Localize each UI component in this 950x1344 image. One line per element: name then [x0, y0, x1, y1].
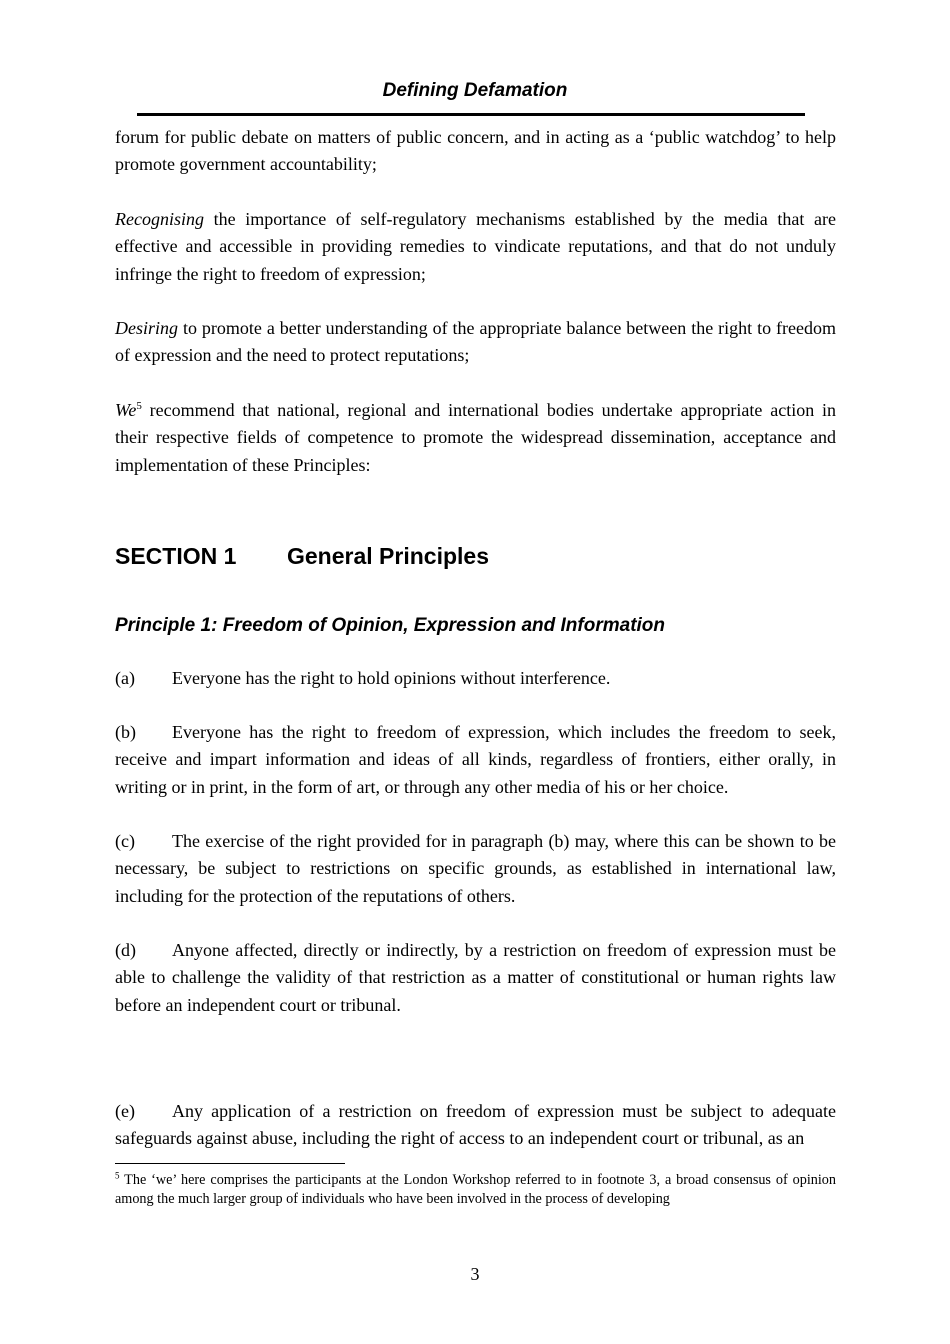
- preamble-we: [115, 397, 836, 479]
- section-number: SECTION 1: [115, 543, 237, 569]
- item-text: The exercise of the right provided for in paragraph (b) may, where this can be shown to be necessary, be subject to restrictions on specific grounds, as established in international law, including for the protection of the reputations of others.: [115, 831, 836, 906]
- item-text: Anyone affected, directly or indirectly, by a restriction on freedom of expression must be able to challenge the validity of that restriction as a matter of constitutional or human rights law before an independent court or tribunal.: [115, 940, 836, 1015]
- item-label: (b): [115, 722, 136, 742]
- item-text: Everyone has the right to freedom of expression, which includes the freedom to seek, receive and impart information and ideas of all kinds, regardless of frontiers, either orally, in writing or in print, in the form of art, or through any other media of his or her choice.: [115, 722, 836, 797]
- we-text: recommend that national, regional and international bodies undertake appropriate action in their respective fields of competence to promote the widespread dissemination, acceptance and implementation of these Principles:: [115, 400, 836, 475]
- preamble-desiring: [115, 315, 836, 370]
- principle-item: [115, 1098, 836, 1153]
- header-rule: [137, 113, 805, 116]
- item-label: (c): [115, 831, 135, 851]
- desiring-text: to promote a better understanding of the appropriate balance between the right to freedom of expression and the need to protect reputations;: [115, 318, 836, 366]
- preamble-recognising: [115, 206, 836, 288]
- principle-item: [115, 937, 836, 1019]
- principle-item: [115, 719, 836, 801]
- principle-item: [115, 828, 836, 910]
- recognising-text: the importance of self-regulatory mechanisms established by the media that are effective and accessible in providing remedies to vindicate reputations, and that do not unduly infringe the right to freedom of expression;: [115, 209, 836, 284]
- principle-item: [115, 665, 836, 692]
- item-text: Everyone has the right to hold opinions without interference.: [172, 668, 611, 688]
- desiring-lead: Desiring: [115, 318, 178, 338]
- section-heading: [115, 543, 489, 570]
- footnote-rule: [115, 1163, 345, 1164]
- we-lead: We: [115, 400, 137, 420]
- item-text: Any application of a restriction on freedom of expression must be subject to adequate safeguards against abuse, including the right of access to an independent court or tribunal, as an: [115, 1101, 836, 1149]
- running-header: Defining Defamation: [382, 80, 568, 101]
- footnote-number: 5: [115, 1170, 120, 1181]
- item-label: (a): [115, 668, 135, 688]
- footnote-text: The ‘we’ here comprises the participants at the London Workshop referred to in footnote 3, a broad consensus of opinion among the much larger group of individuals who have been involved in the process of developing: [115, 1172, 836, 1207]
- item-label: (d): [115, 940, 136, 960]
- footnote-ref[interactable]: 5: [136, 400, 142, 412]
- section-title: General Principles: [287, 543, 489, 569]
- preamble-continuation: forum for public debate on matters of public concern, and in acting as a ‘public watchdog’ to help promote government accountability;: [115, 127, 836, 175]
- footnote: [115, 1171, 836, 1209]
- principle-heading: Principle 1: Freedom of Opinion, Expression and Information: [115, 615, 666, 636]
- item-label: (e): [115, 1101, 135, 1121]
- recognising-lead: Recognising: [115, 209, 204, 229]
- page-number: 3: [470, 1264, 480, 1284]
